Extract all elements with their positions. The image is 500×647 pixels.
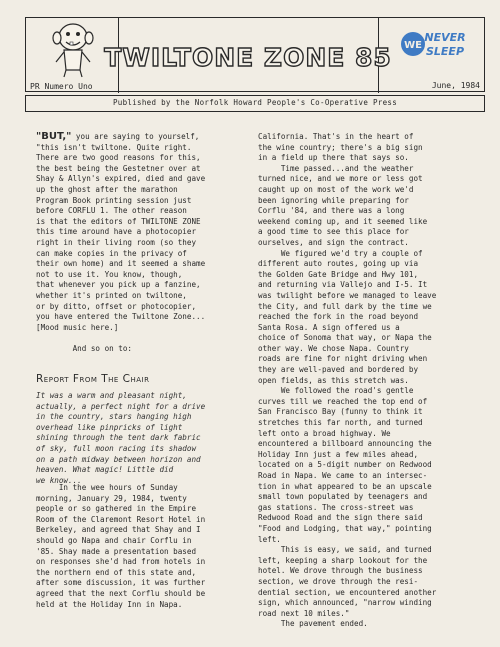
- never-sleep-badge: [399, 26, 469, 70]
- opening-rest: you are saying to yourself,: [71, 132, 200, 141]
- issue-label: PR Numero Uno: [30, 82, 93, 91]
- title-cell: [104, 18, 392, 93]
- left-column-intro: [36, 132, 246, 333]
- masthead-title-graphic: [104, 18, 392, 91]
- left-column-body: In the wee hours of Sunday morning, January 29, 1984, twenty people or so gathered in the Empire Room of the Claremont Resort Hotel in Berkeley, and agreed that Shay and I should go Napa and chair Corflu in '85. Shay made a presentation based on responses she'd had from hotels in the northern end of this state and, after some discussion, it was further agreed that the next Corflu should be held at the Holiday Inn in Napa.: [36, 483, 206, 609]
- transition-line: And so on to:: [36, 344, 133, 353]
- publisher-line: Published by the Norfolk Howard People's Co-Operative Press: [25, 95, 485, 112]
- badge-cell: [379, 18, 486, 93]
- svg-text:NEVER: NEVER: [424, 31, 466, 44]
- svg-text:WE: WE: [404, 40, 422, 51]
- svg-text:SLEEP: SLEEP: [425, 45, 465, 58]
- right-column-body: California. That's in the heart of the wine country; there's a big sign in a field up there that says so. Time passed...and the weather turned nice, and we more or less got caught up on most of the work we'd been ignoring while preparing for Corflu '84, and there was a long weekend coming up, and it seemed like a good time to see this place for ourselves, and sign the contract. We figured we'd try a couple of different auto routes, going up via the Golden Gate Bridge and Hwy 101, and returning via Vallejo and I-5. It was twilight before we managed to leave the City, and full dark by the time we reached the fork in the road beyond Santa Rosa. A sign offered us a choice of Sonoma that way, or Napa the other way. We chose Napa. Country roads are fine for night driving when they are well-paved and bordered by open fields, as this stretch was. We followed the road's gentle curves till we reached the top end of San Francisco Bay (funny to think it stretches this far north, and turned left onto a broad highway. We encountered a billboard announcing the Holiday Inn just a few miles ahead, located on a 5-digit number on Redwood Road in Napa. We came to an intersec- tion in what appeared to be an upscale small town populated by teenagers and gas stations. The cross-street was Redwood Road and the sign there said "Food and Lodging, that way," pointing left. This is easy, we said, and turned left, keeping a sharp lookout for the hotel. We drove through the business section, we drove through the resi- dential section, we encountered another sign, which announced, "narrow winding road next 10 miles." The pavement ended.: [258, 132, 437, 629]
- intro-paragraph: "this isn't twiltone. Quite right. There are two good reasons for this, the best being the Gestetner over at Shay & Allyn's expired, died and gave up the ghost after the marathon Program Book printing session just before CORFLU 1. The other reason is that the editors of TWILTONE ZONE this time around have a photocopier right in their living room (so they can make copies in the privacy of their own home) and it seemed a shame not to use it. You know, though, that whenever you pick up a fanzine, whether it's printed on twiltone, or by ditto, offset or photocopier, you have entered the Twiltone Zone... [Mood music here.]: [36, 142, 206, 332]
- italic-intro: It was a warm and pleasant night, actually, a perfect night for a drive in the country, stars hanging high overhead like pinpricks of light shining through the tent dark fabric of sky, full moon racing its shadow on a path midway between horizon and heaven. What magic! Little did we know...: [36, 391, 206, 485]
- section-title: Report From The Chair: [36, 373, 150, 385]
- alfred-e-neuman-mascot-icon: [48, 20, 98, 78]
- masthead-title: TWILTONE ZONE 85: [104, 43, 392, 72]
- masthead: [25, 17, 485, 92]
- opening-word: "BUT,": [36, 131, 72, 142]
- issue-date: June, 1984: [431, 81, 480, 90]
